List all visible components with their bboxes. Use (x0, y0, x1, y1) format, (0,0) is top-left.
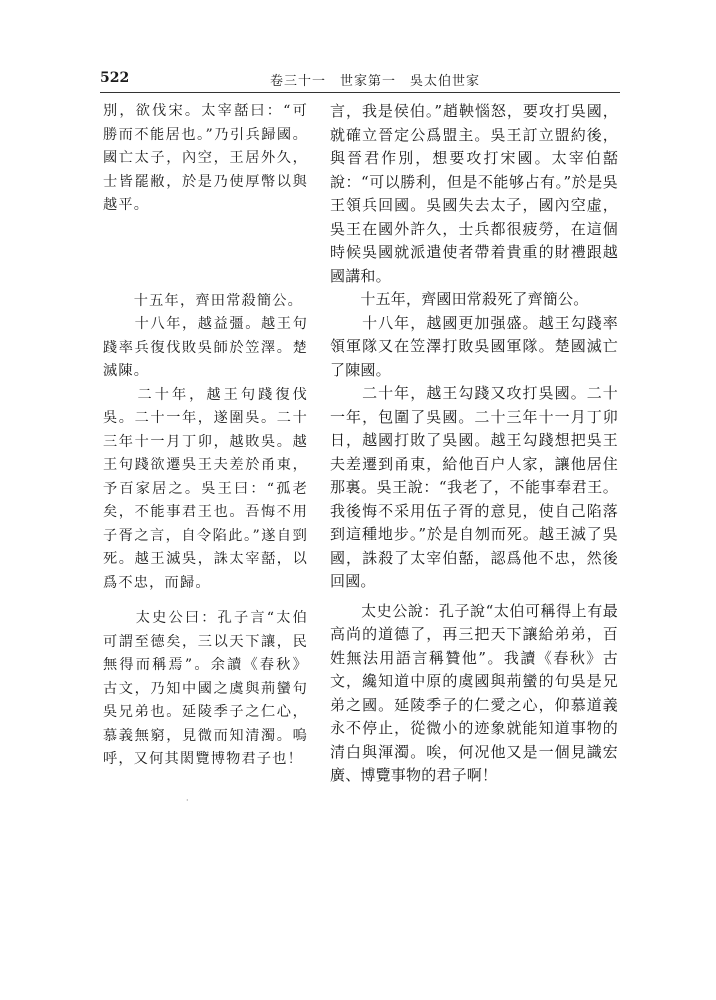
original-paragraph-5: 太史公曰：孔子言“太伯可謂至德矣，三以天下讓，民無得而稱焉”。余讀《春秋》古文，乃知中國之虞與荊蠻句吳兄弟也。延陵季子之仁心，慕義無窮，見微而知清濁。嗚呼，又何其閎覽博物君子也！ (103, 610, 308, 767)
translation-paragraph-5: 太史公說：孔子說“太伯可稱得上有最高尚的道德了，再三把天下讓給弟弟，百姓無法用語言稱贊他”。我讀《春秋》古文，纔知道中原的虞國與荊蠻的句吳是兄弟之國。延陵季子的仁愛之心，仰慕道義永不停止，從微小的迹象就能知道事物的清白與渾濁。唉，何况他又是一個見識宏廣、博覽事物的君子啊！ (330, 601, 618, 784)
translation-paragraph-4: 二十年，越王勾踐又攻打吳國。二十一年，包圍了吳國。二十三年十一月丁卯日，越國打敗了吳國。越王勾踐想把吳王夫差遷到甬東，給他百户人家，讓他居住那裏。吳王說：“我老了，不能事奉君王。我後悔不采用伍子胥的意見，使自己陷落到這種地步。”於是自刎而死。越王滅了吳國，誅殺了太宰伯嚭，認爲他不忠，然後回國。 (330, 384, 618, 590)
header-rule (100, 92, 620, 93)
translation-paragraph-1: 言，我是侯伯。”趙鞅惱怒，要攻打吳國，就確立晉定公爲盟主。吳王訂立盟約後，與晉君作別，想要攻打宋國。太宰伯嚭說：“可以勝利，但是不能够占有。”於是吳王領兵回國。吳國失去太子，國內空虛，吳王在國外許久，士兵都很疲勞，在這個時候吳國就派遣使者帶着貴重的財禮跟越國講和。 (330, 102, 618, 285)
original-paragraph-1: 別，欲伐宋。太宰嚭曰：“可勝而不能居也。”乃引兵歸國。國亡太子，內空，王居外久，士皆罷敝，於是乃使厚幣以與越平。 (103, 103, 308, 213)
original-text-column (103, 100, 308, 772)
translation-paragraph-2: 十五年，齊國田常殺死了齊簡公。 (330, 290, 589, 308)
original-paragraph-4: 二十年，越王句踐復伐吳。二十一年，遂圍吳。二十三年十一月丁卯，越敗吳。越王句踐欲遷吳王夫差於甬東，予百家居之。吳王曰：“孤老矣，不能事君王也。吾悔不用子胥之言，自令陷此。”遂自剄死。越王滅吳，誅太宰嚭，以爲不忠，而歸。 (103, 386, 308, 591)
original-paragraph-3: 十八年，越益彊。越王句踐率兵復伐敗吳師於笠澤。楚滅陳。 (103, 316, 308, 379)
translation-text-column (330, 100, 618, 788)
page-number: 522 (100, 70, 130, 86)
original-paragraph-2: 十五年，齊田常殺簡公。 (103, 292, 304, 309)
running-header: 卷三十一 世家第一 吳太伯世家 (270, 74, 481, 89)
stray-mark: · (186, 796, 189, 805)
translation-paragraph-3: 十八年，越國更加强盛。越王勾踐率領軍隊又在笠澤打敗吳國軍隊。楚國滅亡了陳國。 (330, 313, 618, 379)
